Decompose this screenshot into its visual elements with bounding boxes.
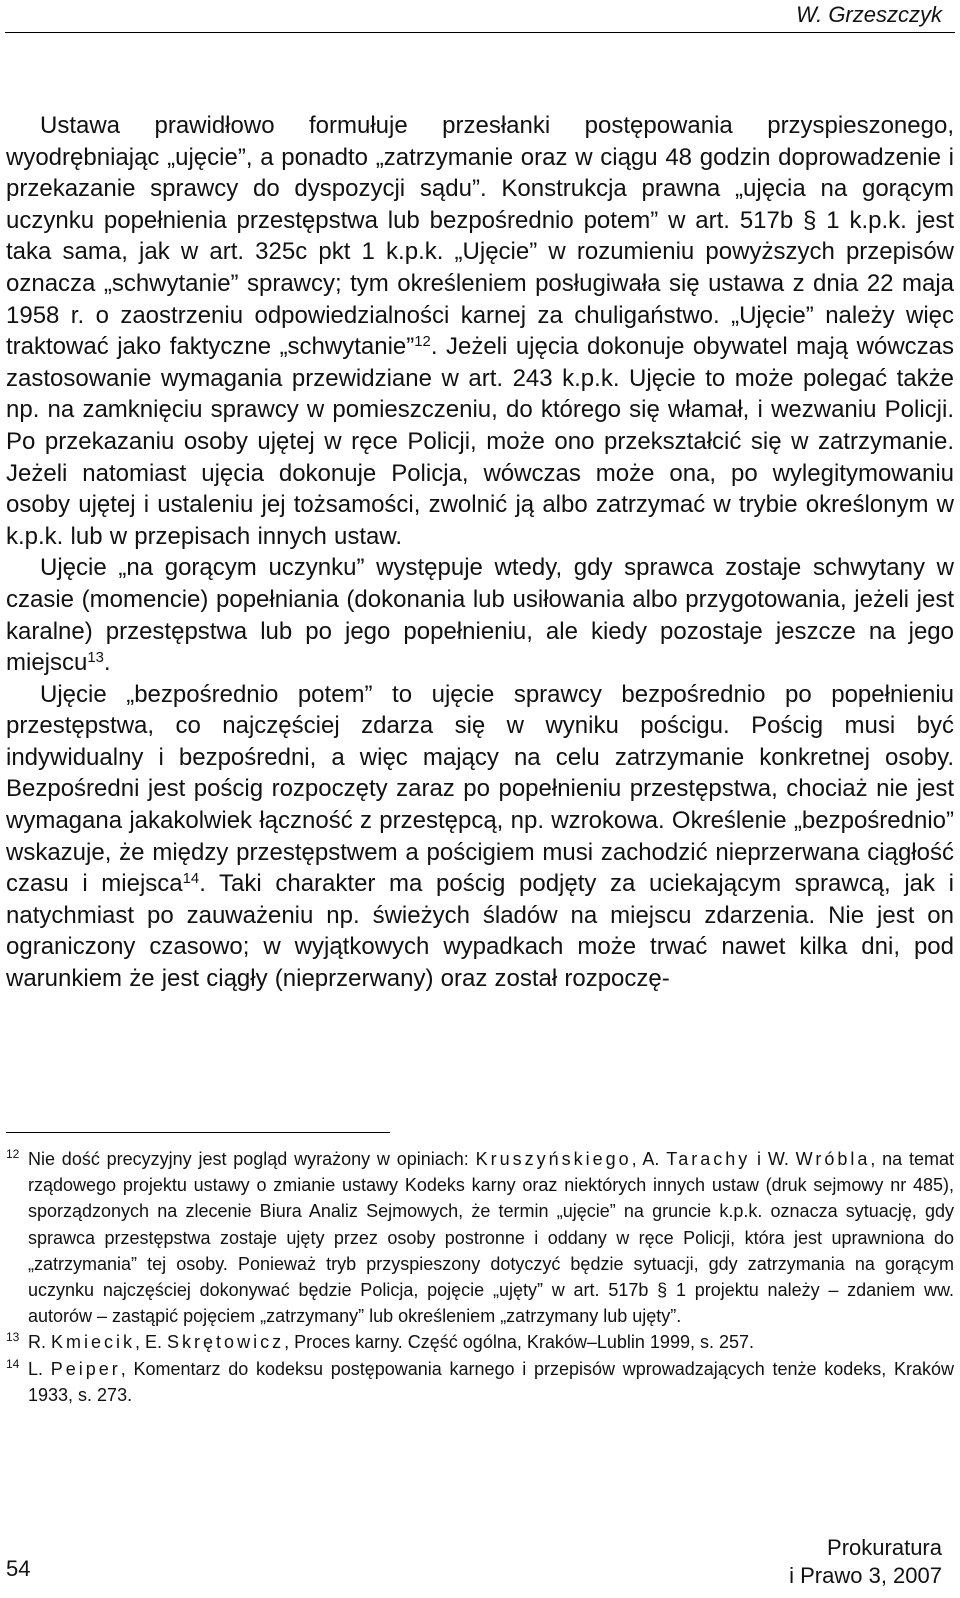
footnote-text: R. Kmiecik, E. Skrętowicz, Proces karny. Część ogólna, Kraków–Lublin 1999, s. 257. bbox=[28, 1332, 755, 1353]
page-number: 54 bbox=[6, 1556, 31, 1581]
footnotes bbox=[6, 1146, 954, 1408]
footnote-number: 14 bbox=[6, 1356, 20, 1371]
footnote-ref-13: 13 bbox=[87, 649, 104, 666]
footnote-13 bbox=[6, 1329, 954, 1355]
footnote-separator bbox=[6, 1132, 390, 1133]
header-rule bbox=[5, 32, 955, 33]
footnote-text: L. Peiper, Komentarz do kodeksu postępowania karnego i przepisów wprowadzających tenże kodeks, Kraków 1933, s. 273. bbox=[28, 1358, 955, 1405]
footnote-number: 12 bbox=[6, 1147, 20, 1161]
footnote-14 bbox=[6, 1356, 954, 1408]
main-text bbox=[6, 110, 954, 995]
journal-name bbox=[789, 1534, 942, 1590]
footnote-12 bbox=[6, 1146, 954, 1329]
paragraph-2: Ujęcie „na gorącym uczynku” występuje wtedy, gdy sprawca zostaje schwytany w czasie (momencie) popełniania (dokonania lub usiłowania albo przygotowania, jeżeli jest karalne) przestępstwa lub po jego popełnieniu, ale kiedy pozostaje jeszcze na jego miejscu$^{13}$. bbox=[6, 554, 954, 677]
footnote-ref-14: 14 bbox=[182, 871, 200, 888]
footnote-text: Nie dość precyzyjny jest pogląd wyrażony w opiniach: Kruszyńskiego, A. Tarachy i W. Wróbla, na temat rządowego projektu ustawy o zmianie ustawy Kodeks karny oraz niektórych innych ustaw (druk sejmowy nr 485), sporządzonych na zlecenie Biura Analiz Sejmowych, że termin „ujęcie” na gruncie k.p.k. oznacza sytuację, gdy sprawca przestępstwa zostaje ujęty przez osoby postronne i oddany w ręce Policji, która jest uprawniona do „zatrzymania” tej osoby. Ponieważ tryb przyspieszony dotyczyć będzie sytuacji, gdy zatrzymania na gorącym uczynku najczęściej dokonywać będzie Policja, pojęcie „ujęty” w art. 517b § 1 projektu należy – zdaniem ww. autorów – zastąpić pojęciem „zatrzymany” lub określeniem „zatrzymany lub ujęty”. bbox=[28, 1149, 954, 1327]
paragraph-3: Ujęcie „bezpośrednio potem” to ujęcie sprawcy bezpośrednio po popełnieniu przestępstwa, co najczęściej zdarza się w wyniku pościgu. Pościg musi być indywidualny i bezpośredni, a więc mający na celu zatrzymanie konkretnej osoby. Bezpośredni jest pościg rozpoczęty zaraz po popełnieniu przestępstwa, chociaż nie jest wymagana jakakolwiek łączność z przestępcą, np. wzrokowa. Określenie „bezpośrednio” wskazuje, że między przestępstwem a pościgiem musi zachodzić nieprzerwana ciągłość czasu i miejsca$^{14}$. Taki charakter ma pościg podjęty za uciekającym sprawcą, jak i natychmiast po zauważeniu np. świeżych śladów na miejscu zdarzenia. Nie jest on ograniczony czasowo; w wyjątkowych wypadkach może trwać nawet kilka dni, pod warunkiem że jest ciągły (nieprzerwany) oraz został rozpoczę- bbox=[6, 680, 954, 993]
journal-line-2: i Prawo 3, 2007 bbox=[789, 1563, 942, 1588]
paragraph-1: Ustawa prawidłowo formułuje przesłanki postępowania przyspieszonego, wyodrębniając „ujęcie”, a ponadto „zatrzymanie oraz w ciągu 48 godzin doprowadzenie i przekazanie sprawcy do dyspozycji sądu”. Konstrukcja prawna „ujęcia na gorącym uczynku popełnienia przestępstwa lub bezpośrednio potem” w art. 517b § 1 k.p.k. jest taka sama, jak w art. 325c pkt 1 k.p.k. „Ujęcie” w rozumieniu powyższych przepisów oznacza „schwytanie” sprawcy; tym określeniem posługiwała się ustawa z dnia 22 maja 1958 r. o zaostrzeniu odpowiedzialności karnej za chuligaństwo. „Ujęcie” należy więc traktować jako faktyczne „schwytanie”$^{12}$. Jeżeli ujęcia dokonuje obywatel mają wówczas zastosowanie wymagania przewidziane w art. 243 k.p.k. Ujęcie to może polegać także np. na zamknięciu sprawcy w pomieszczeniu, do którego się włamał, i wezwaniu Policji. Po przekazaniu osoby ujętej w ręce Policji, może ono przekształcić się w zatrzymanie. Jeżeli natomiast ujęcia dokonuje Policja, wówczas może ona, po wylegitymowaniu osoby ujętej i ustaleniu jej tożsamości, zwolnić ją albo zatrzymać w trybie określonym w k.p.k. lub w przepisach innych ustaw. bbox=[6, 112, 954, 550]
footnote-ref-12: 12 bbox=[414, 333, 431, 350]
footnote-number: 13 bbox=[6, 1330, 20, 1345]
journal-line-1: Prokuratura bbox=[827, 1535, 942, 1560]
running-head-author: W. Grzeszczyk bbox=[796, 2, 942, 27]
